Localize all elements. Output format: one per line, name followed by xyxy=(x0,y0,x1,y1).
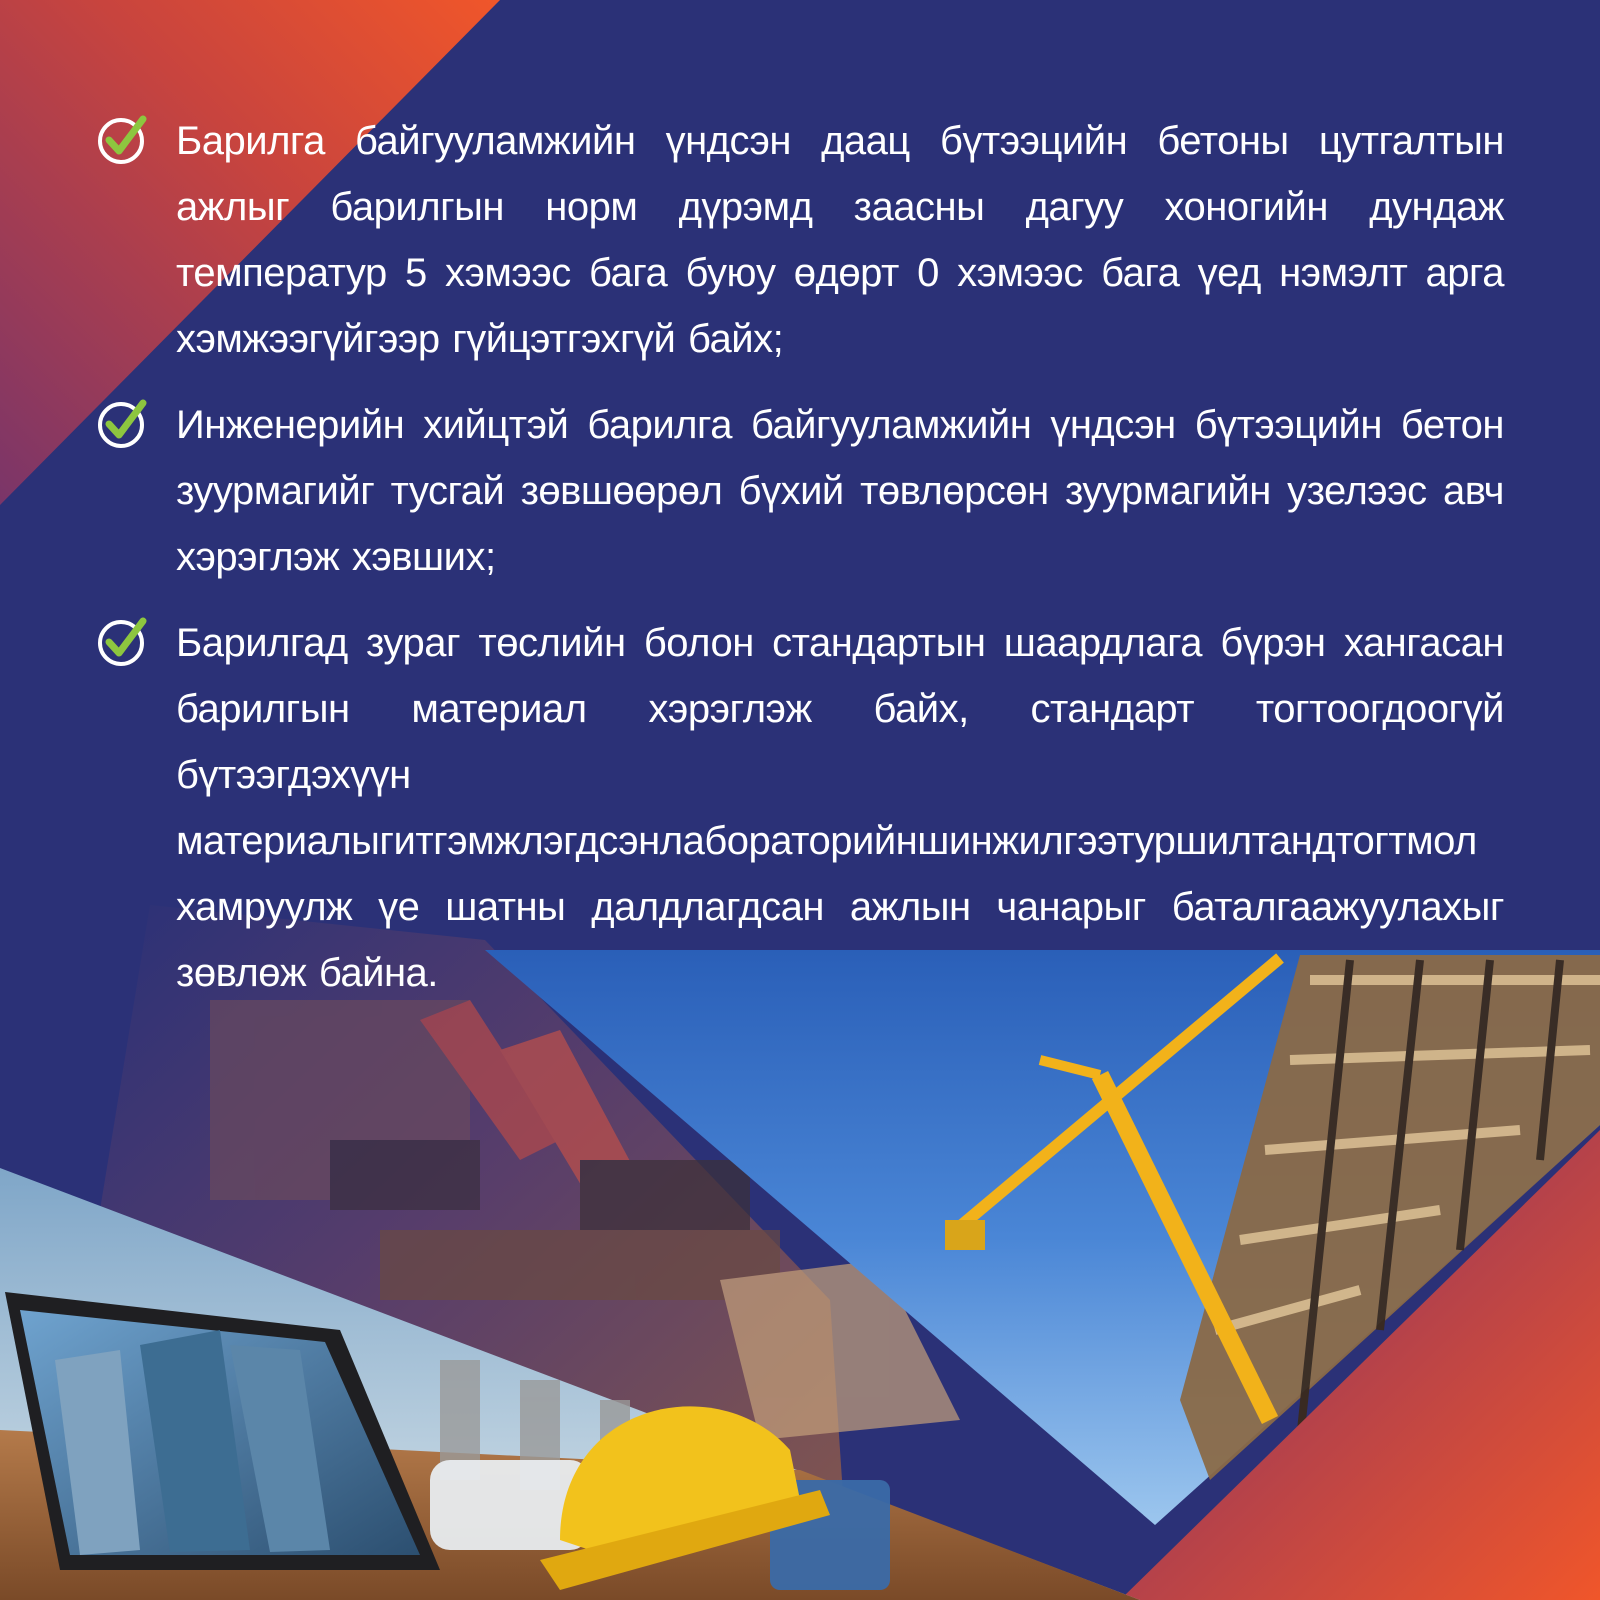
check-circle-icon xyxy=(96,614,150,668)
list-item xyxy=(96,108,1504,372)
check-circle-icon xyxy=(96,112,150,166)
check-circle-icon xyxy=(96,396,150,450)
list-item-text: Барилга байгууламжийн үндсэн даац бүтээцийн бетоны цутгалтын ажлыг барилгын норм дүрэмд заасны дагуу хоногийн дундаж температур 5 хэмээс бага буюу өдөрт 0 хэмээс бага үед нэмэлт арга хэмжээгүйгээр гүйцэтгэхгүй байх; xyxy=(176,119,1504,361)
list-item xyxy=(96,610,1504,1006)
advice-list xyxy=(96,108,1504,1026)
list-item xyxy=(96,392,1504,590)
list-item-text: Инженерийн хийцтэй барилга байгууламжийн үндсэн бүтээцийн бетон зуурмагийг тусгай зөвшөөрөл бүхий төвлөрсөн зуурмагийн узелээс авч хэрэглэж хэвших; xyxy=(176,403,1504,579)
list-item-text: Барилгад зураг төслийн болон стандартын шаардлага бүрэн хангасан барилгын материал хэрэглэж байх, стандарт тогтоогдоогүй бүтээгдэхүүн материалыгитгэмжлэгдсэнлабораторийншинжилгээтуршилтандтогтмол хамруулж үе шатны далдлагдсан ажлын чанарыг баталгаажуулахыг зөвлөж байна. xyxy=(176,621,1504,995)
